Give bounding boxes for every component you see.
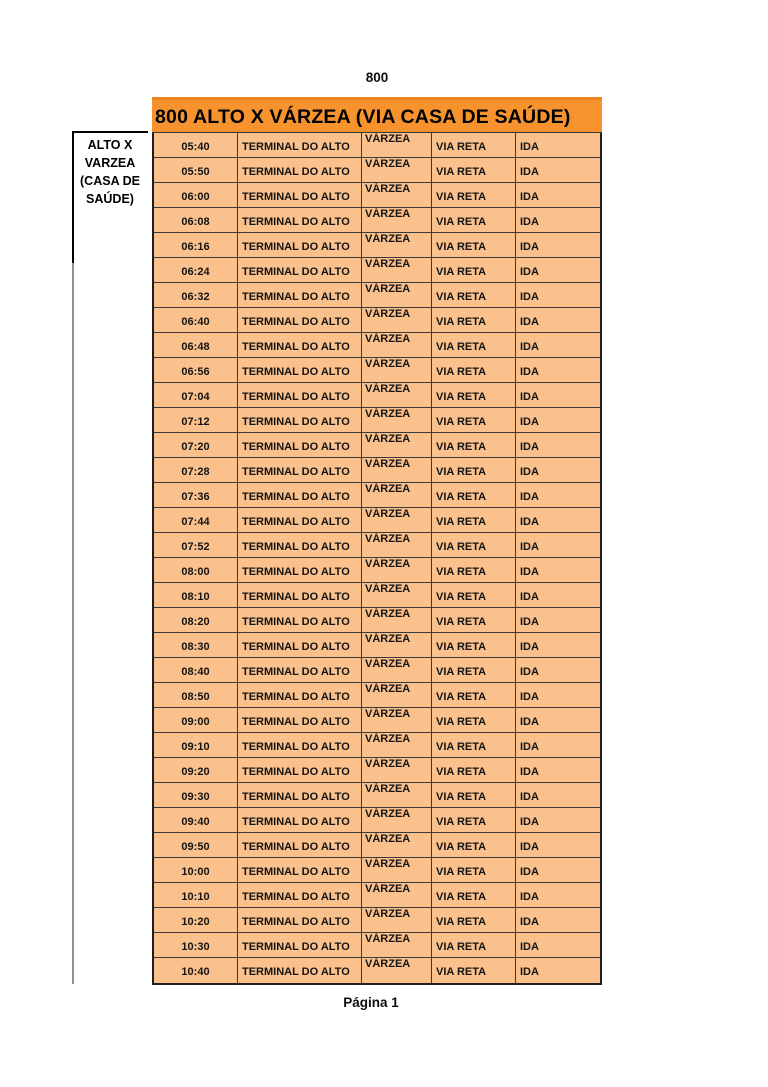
departure-time-cell: 05:40: [154, 133, 238, 157]
departure-time-cell: 08:00: [154, 558, 238, 582]
origin-terminal-cell: TERMINAL DO ALTO: [238, 558, 362, 582]
sidebar-label-line: ALTO X: [87, 138, 133, 152]
table-row: [154, 558, 600, 583]
destination-cell: VÁRZEA: [362, 933, 432, 957]
destination-cell: VÁRZEA: [362, 408, 432, 432]
table-row: [154, 208, 600, 233]
destination-cell: VÁRZEA: [362, 908, 432, 932]
direction-cell: IDA: [520, 215, 539, 228]
table-row: [154, 408, 600, 433]
direction-cell: IDA: [520, 665, 539, 678]
direction-cell: IDA: [520, 590, 539, 603]
destination-cell: VÁRZEA: [362, 733, 432, 757]
destination-cell: VÁRZEA: [362, 158, 432, 182]
direction-cell: IDA: [520, 365, 539, 378]
route-via-cell: VIA RETA: [432, 908, 516, 932]
departure-time-cell: 09:20: [154, 758, 238, 782]
table-row: [154, 533, 600, 558]
departure-time-cell: 08:50: [154, 683, 238, 707]
table-row: [154, 233, 600, 258]
table-row: [154, 808, 600, 833]
departure-time-cell: 10:40: [154, 958, 238, 983]
route-title: 800 ALTO X VÁRZEA (VIA CASA DE SAÚDE): [152, 97, 602, 133]
departure-time-cell: 06:24: [154, 258, 238, 282]
route-via-cell: VIA RETA: [432, 433, 516, 457]
table-row: [154, 858, 600, 883]
route-via-cell: VIA RETA: [432, 483, 516, 507]
destination-cell: VÁRZEA: [362, 658, 432, 682]
table-row: [154, 758, 600, 783]
origin-terminal-cell: TERMINAL DO ALTO: [238, 858, 362, 882]
table-row: [154, 483, 600, 508]
direction-cell: IDA: [520, 890, 539, 903]
route-via-cell: VIA RETA: [432, 208, 516, 232]
destination-cell: VÁRZEA: [362, 708, 432, 732]
destination-cell: VÁRZEA: [362, 558, 432, 582]
table-row: [154, 358, 600, 383]
direction-cell: IDA: [520, 315, 539, 328]
schedule-table: [152, 97, 602, 985]
destination-cell: VÁRZEA: [362, 583, 432, 607]
route-via-cell: VIA RETA: [432, 158, 516, 182]
destination-cell: VÁRZEA: [362, 483, 432, 507]
sidebar-label-line: SAÚDE): [86, 192, 134, 206]
table-row: [154, 333, 600, 358]
origin-terminal-cell: TERMINAL DO ALTO: [238, 833, 362, 857]
route-via-cell: VIA RETA: [432, 508, 516, 532]
route-via-cell: VIA RETA: [432, 408, 516, 432]
table-row: [154, 583, 600, 608]
departure-time-cell: 08:30: [154, 633, 238, 657]
origin-terminal-cell: TERMINAL DO ALTO: [238, 158, 362, 182]
route-via-cell: VIA RETA: [432, 708, 516, 732]
departure-time-cell: 06:16: [154, 233, 238, 257]
page-header-route-code: 800: [365, 70, 389, 85]
direction-cell: IDA: [520, 840, 539, 853]
direction-cell: IDA: [520, 190, 539, 203]
table-row: [154, 633, 600, 658]
origin-terminal-cell: TERMINAL DO ALTO: [238, 383, 362, 407]
departure-time-cell: 07:28: [154, 458, 238, 482]
direction-cell: IDA: [520, 915, 539, 928]
table-row: [154, 658, 600, 683]
destination-cell: VÁRZEA: [362, 633, 432, 657]
departure-time-cell: 08:20: [154, 608, 238, 632]
origin-terminal-cell: TERMINAL DO ALTO: [238, 658, 362, 682]
departure-time-cell: 10:20: [154, 908, 238, 932]
route-via-cell: VIA RETA: [432, 358, 516, 382]
origin-terminal-cell: TERMINAL DO ALTO: [238, 433, 362, 457]
route-via-cell: VIA RETA: [432, 133, 516, 157]
destination-cell: VÁRZEA: [362, 533, 432, 557]
destination-cell: VÁRZEA: [362, 458, 432, 482]
page-footer: Página 1: [343, 995, 399, 1010]
origin-terminal-cell: TERMINAL DO ALTO: [238, 708, 362, 732]
table-row: [154, 308, 600, 333]
direction-cell: IDA: [520, 390, 539, 403]
route-via-cell: VIA RETA: [432, 333, 516, 357]
origin-terminal-cell: TERMINAL DO ALTO: [238, 133, 362, 157]
departure-time-cell: 06:00: [154, 183, 238, 207]
table-row: [154, 158, 600, 183]
table-row: [154, 833, 600, 858]
direction-cell: IDA: [520, 715, 539, 728]
route-via-cell: VIA RETA: [432, 683, 516, 707]
destination-cell: VÁRZEA: [362, 258, 432, 282]
table-row: [154, 258, 600, 283]
table-row: [154, 708, 600, 733]
table-row: [154, 183, 600, 208]
table-row: [154, 433, 600, 458]
origin-terminal-cell: TERMINAL DO ALTO: [238, 408, 362, 432]
departure-time-cell: 09:10: [154, 733, 238, 757]
route-via-cell: VIA RETA: [432, 258, 516, 282]
sidebar-label-line: (CASA DE: [80, 174, 140, 188]
departure-time-cell: 08:10: [154, 583, 238, 607]
departure-time-cell: 07:52: [154, 533, 238, 557]
destination-cell: VÁRZEA: [362, 508, 432, 532]
origin-terminal-cell: TERMINAL DO ALTO: [238, 308, 362, 332]
departure-time-cell: 06:08: [154, 208, 238, 232]
destination-cell: VÁRZEA: [362, 783, 432, 807]
route-via-cell: VIA RETA: [432, 283, 516, 307]
table-row: [154, 283, 600, 308]
direction-cell: IDA: [520, 690, 539, 703]
origin-terminal-cell: TERMINAL DO ALTO: [238, 758, 362, 782]
departure-time-cell: 09:30: [154, 783, 238, 807]
route-via-cell: VIA RETA: [432, 558, 516, 582]
departure-time-cell: 06:48: [154, 333, 238, 357]
route-via-cell: VIA RETA: [432, 833, 516, 857]
destination-cell: VÁRZEA: [362, 283, 432, 307]
table-row: [154, 783, 600, 808]
route-sidebar-box: [72, 131, 148, 984]
origin-terminal-cell: TERMINAL DO ALTO: [238, 233, 362, 257]
direction-cell: IDA: [520, 340, 539, 353]
table-row: [154, 958, 600, 983]
departure-time-cell: 06:56: [154, 358, 238, 382]
departure-time-cell: 07:20: [154, 433, 238, 457]
departure-time-cell: 10:00: [154, 858, 238, 882]
departure-time-cell: 07:44: [154, 508, 238, 532]
destination-cell: VÁRZEA: [362, 433, 432, 457]
departure-time-cell: 09:00: [154, 708, 238, 732]
route-via-cell: VIA RETA: [432, 658, 516, 682]
route-via-cell: VIA RETA: [432, 933, 516, 957]
direction-cell: IDA: [520, 540, 539, 553]
table-row: [154, 608, 600, 633]
origin-terminal-cell: TERMINAL DO ALTO: [238, 333, 362, 357]
origin-terminal-cell: TERMINAL DO ALTO: [238, 208, 362, 232]
origin-terminal-cell: TERMINAL DO ALTO: [238, 458, 362, 482]
direction-cell: IDA: [520, 515, 539, 528]
table-row: [154, 458, 600, 483]
departure-time-cell: 07:36: [154, 483, 238, 507]
destination-cell: VÁRZEA: [362, 758, 432, 782]
destination-cell: VÁRZEA: [362, 383, 432, 407]
departure-time-cell: 10:30: [154, 933, 238, 957]
origin-terminal-cell: TERMINAL DO ALTO: [238, 958, 362, 983]
route-via-cell: VIA RETA: [432, 783, 516, 807]
direction-cell: IDA: [520, 565, 539, 578]
sidebar-label-line: VARZEA: [84, 156, 136, 170]
destination-cell: VÁRZEA: [362, 883, 432, 907]
direction-cell: IDA: [520, 966, 539, 978]
origin-terminal-cell: TERMINAL DO ALTO: [238, 283, 362, 307]
route-via-cell: VIA RETA: [432, 608, 516, 632]
route-via-cell: VIA RETA: [432, 183, 516, 207]
destination-cell: VÁRZEA: [362, 608, 432, 632]
departure-time-cell: 09:40: [154, 808, 238, 832]
destination-cell: VÁRZEA: [362, 683, 432, 707]
origin-terminal-cell: TERMINAL DO ALTO: [238, 733, 362, 757]
table-row: [154, 733, 600, 758]
direction-cell: IDA: [520, 815, 539, 828]
table-row: [154, 683, 600, 708]
route-via-cell: VIA RETA: [432, 733, 516, 757]
origin-terminal-cell: TERMINAL DO ALTO: [238, 258, 362, 282]
departure-time-cell: 05:50: [154, 158, 238, 182]
origin-terminal-cell: TERMINAL DO ALTO: [238, 358, 362, 382]
route-via-cell: VIA RETA: [432, 758, 516, 782]
destination-cell: VÁRZEA: [362, 958, 432, 983]
origin-terminal-cell: TERMINAL DO ALTO: [238, 508, 362, 532]
direction-cell: IDA: [520, 290, 539, 303]
route-via-cell: VIA RETA: [432, 233, 516, 257]
table-row: [154, 883, 600, 908]
departure-time-cell: 08:40: [154, 658, 238, 682]
direction-cell: IDA: [520, 465, 539, 478]
origin-terminal-cell: TERMINAL DO ALTO: [238, 608, 362, 632]
origin-terminal-cell: TERMINAL DO ALTO: [238, 683, 362, 707]
departure-time-cell: 06:32: [154, 283, 238, 307]
origin-terminal-cell: TERMINAL DO ALTO: [238, 483, 362, 507]
schedule-rows: [152, 133, 602, 985]
origin-terminal-cell: TERMINAL DO ALTO: [238, 533, 362, 557]
origin-terminal-cell: TERMINAL DO ALTO: [238, 933, 362, 957]
route-via-cell: VIA RETA: [432, 583, 516, 607]
destination-cell: VÁRZEA: [362, 358, 432, 382]
route-via-cell: VIA RETA: [432, 633, 516, 657]
direction-cell: IDA: [520, 740, 539, 753]
origin-terminal-cell: TERMINAL DO ALTO: [238, 908, 362, 932]
departure-time-cell: 07:12: [154, 408, 238, 432]
destination-cell: VÁRZEA: [362, 183, 432, 207]
direction-cell: IDA: [520, 240, 539, 253]
destination-cell: VÁRZEA: [362, 208, 432, 232]
destination-cell: VÁRZEA: [362, 833, 432, 857]
table-row: [154, 933, 600, 958]
departure-time-cell: 09:50: [154, 833, 238, 857]
direction-cell: IDA: [520, 940, 539, 953]
table-row: [154, 133, 600, 158]
origin-terminal-cell: TERMINAL DO ALTO: [238, 633, 362, 657]
route-via-cell: VIA RETA: [432, 308, 516, 332]
direction-cell: IDA: [520, 440, 539, 453]
origin-terminal-cell: TERMINAL DO ALTO: [238, 583, 362, 607]
destination-cell: VÁRZEA: [362, 308, 432, 332]
route-via-cell: VIA RETA: [432, 533, 516, 557]
route-sidebar-label: [72, 133, 148, 208]
direction-cell: IDA: [520, 165, 539, 178]
direction-cell: IDA: [520, 415, 539, 428]
destination-cell: VÁRZEA: [362, 133, 432, 157]
departure-time-cell: 06:40: [154, 308, 238, 332]
origin-terminal-cell: TERMINAL DO ALTO: [238, 183, 362, 207]
departure-time-cell: 07:04: [154, 383, 238, 407]
direction-cell: IDA: [520, 140, 539, 153]
table-row: [154, 508, 600, 533]
destination-cell: VÁRZEA: [362, 333, 432, 357]
route-via-cell: VIA RETA: [432, 808, 516, 832]
direction-cell: IDA: [520, 765, 539, 778]
route-via-cell: VIA RETA: [432, 883, 516, 907]
destination-cell: VÁRZEA: [362, 233, 432, 257]
direction-cell: IDA: [520, 490, 539, 503]
origin-terminal-cell: TERMINAL DO ALTO: [238, 883, 362, 907]
direction-cell: IDA: [520, 640, 539, 653]
route-via-cell: VIA RETA: [432, 958, 516, 983]
origin-terminal-cell: TERMINAL DO ALTO: [238, 808, 362, 832]
route-via-cell: VIA RETA: [432, 858, 516, 882]
route-via-cell: VIA RETA: [432, 458, 516, 482]
departure-time-cell: 10:10: [154, 883, 238, 907]
destination-cell: VÁRZEA: [362, 808, 432, 832]
direction-cell: IDA: [520, 265, 539, 278]
origin-terminal-cell: TERMINAL DO ALTO: [238, 783, 362, 807]
direction-cell: IDA: [520, 790, 539, 803]
table-row: [154, 908, 600, 933]
direction-cell: IDA: [520, 865, 539, 878]
table-row: [154, 383, 600, 408]
destination-cell: VÁRZEA: [362, 858, 432, 882]
route-via-cell: VIA RETA: [432, 383, 516, 407]
direction-cell: IDA: [520, 615, 539, 628]
